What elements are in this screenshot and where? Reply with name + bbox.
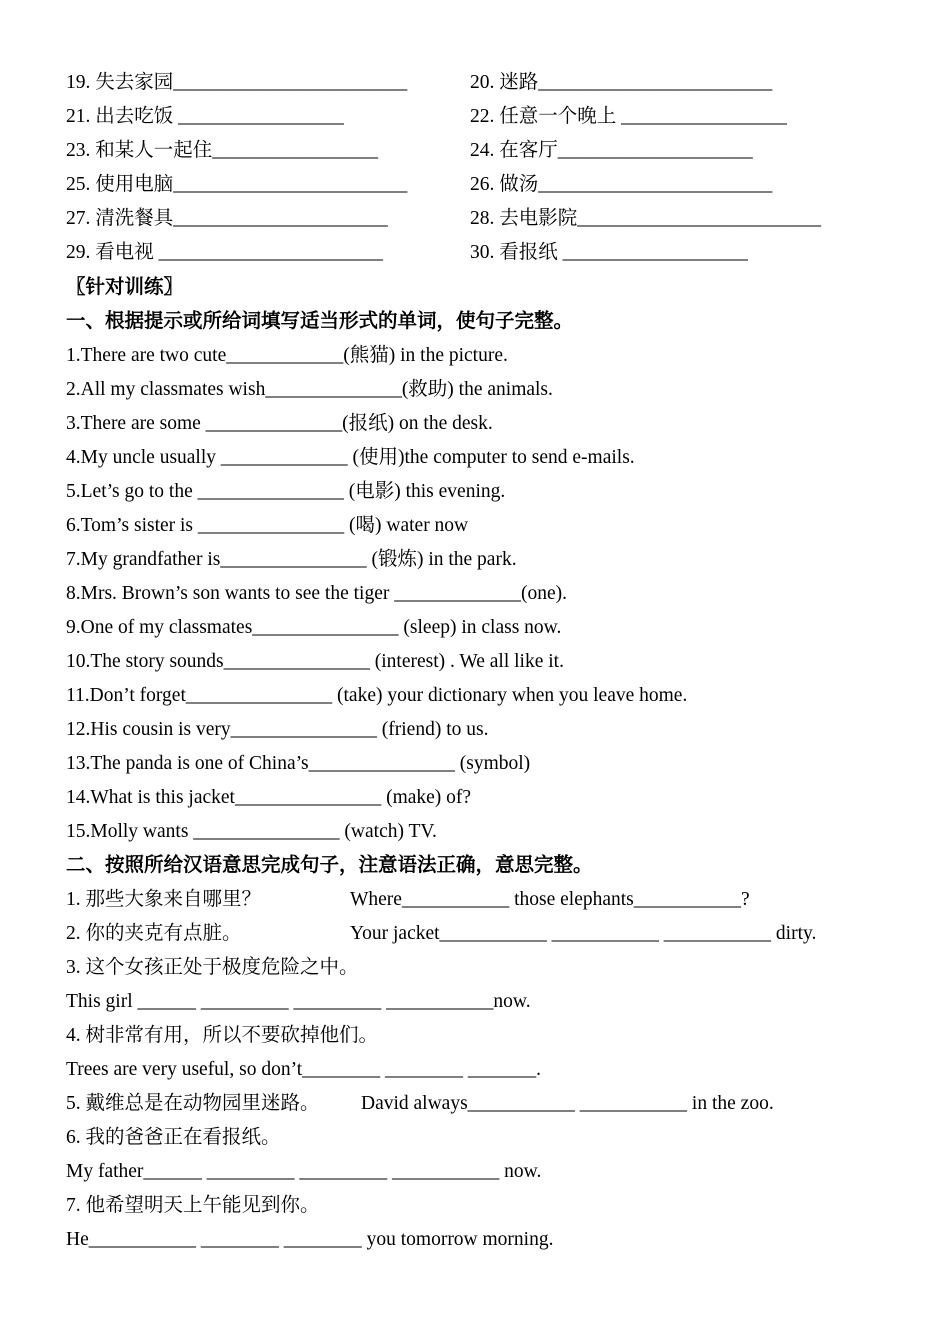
translation-prompt-2: 2. 你的夹克有点脏。 — [66, 923, 242, 944]
exercise-item-10: 10.The story sounds_______________ (interest) . We all like it. — [66, 651, 564, 672]
translation-answer-1: Where___________ those elephants___________? — [350, 889, 750, 910]
translation-prompt-5: 5. 戴维总是在动物园里迷路。 — [66, 1093, 320, 1114]
vocab-item-22: 22. 任意一个晚上 _________________ — [470, 106, 787, 127]
vocab-item-30: 30. 看报纸 ___________________ — [470, 242, 748, 263]
section2-heading: 二、按照所给汉语意思完成句子，注意语法正确，意思完整。 — [66, 855, 593, 876]
translation-prompt-4: 4. 树非常有用，所以不要砍掉他们。 — [66, 1025, 379, 1046]
vocab-item-26: 26. 做汤________________________ — [470, 174, 773, 195]
exercise-item-5: 5.Let’s go to the _______________ (电影) this evening. — [66, 481, 506, 502]
exercise-item-15: 15.Molly wants _______________ (watch) TV. — [66, 821, 437, 842]
translation-answer-4: Trees are very useful, so don’t________ ________ _______. — [66, 1059, 541, 1080]
exercise-item-14: 14.What is this jacket_______________ (make) of? — [66, 787, 472, 808]
exercise-item-8: 8.Mrs. Brown’s son wants to see the tiger _____________(one). — [66, 583, 567, 604]
vocab-item-25: 25. 使用电脑________________________ — [66, 174, 408, 195]
exercise-item-1: 1.There are two cute____________(熊猫) in the picture. — [66, 345, 508, 366]
vocab-item-24: 24. 在客厅____________________ — [470, 140, 753, 161]
vocab-item-29: 29. 看电视 _______________________ — [66, 242, 383, 263]
exercise-item-7: 7.My grandfather is_______________ (锻炼) in the park. — [66, 549, 517, 570]
vocab-item-23: 23. 和某人一起住_________________ — [66, 140, 379, 161]
section1-heading: 一、根据提示或所给词填写适当形式的单词，使句子完整。 — [66, 311, 574, 332]
translation-answer-3: This girl ______ _________ _________ ___________now. — [66, 991, 531, 1012]
exercise-item-6: 6.Tom’s sister is _______________ (喝) water now — [66, 515, 469, 536]
translation-prompt-3: 3. 这个女孩正处于极度危险之中。 — [66, 957, 359, 978]
vocab-item-28: 28. 去电影院_________________________ — [470, 208, 822, 229]
vocab-item-21: 21. 出去吃饭 _________________ — [66, 106, 344, 127]
exercise-item-11: 11.Don’t forget_______________ (take) your dictionary when you leave home. — [66, 685, 688, 706]
translation-answer-2: Your jacket___________ ___________ ___________ dirty. — [350, 923, 817, 944]
exercise-item-4: 4.My uncle usually _____________ (使用)the computer to send e-mails. — [66, 447, 635, 468]
vocab-item-20: 20. 迷路________________________ — [470, 72, 773, 93]
training-heading: 〖针对训练〗 — [66, 277, 184, 298]
translation-prompt-6: 6. 我的爸爸正在看报纸。 — [66, 1127, 281, 1148]
exercise-item-13: 13.The panda is one of China’s_______________ (symbol) — [66, 753, 531, 774]
translation-prompt-7: 7. 他希望明天上午能见到你。 — [66, 1195, 320, 1216]
exercise-item-12: 12.His cousin is very_______________ (friend) to us. — [66, 719, 489, 740]
exercise-item-3: 3.There are some ______________(报纸) on the desk. — [66, 413, 493, 434]
vocab-item-19: 19. 失去家园________________________ — [66, 72, 408, 93]
translation-answer-6: My father______ _________ _________ ___________ now. — [66, 1161, 542, 1182]
exercise-item-9: 9.One of my classmates_______________ (sleep) in class now. — [66, 617, 562, 638]
exercise-item-2: 2.All my classmates wish______________(救助) the animals. — [66, 379, 553, 400]
translation-answer-7: He___________ ________ ________ you tomorrow morning. — [66, 1229, 554, 1250]
vocab-item-27: 27. 清洗餐具______________________ — [66, 208, 388, 229]
translation-answer-5: David always___________ ___________ in the zoo. — [361, 1093, 774, 1114]
translation-prompt-1: 1. 那些大象来自哪里？ — [66, 889, 262, 910]
